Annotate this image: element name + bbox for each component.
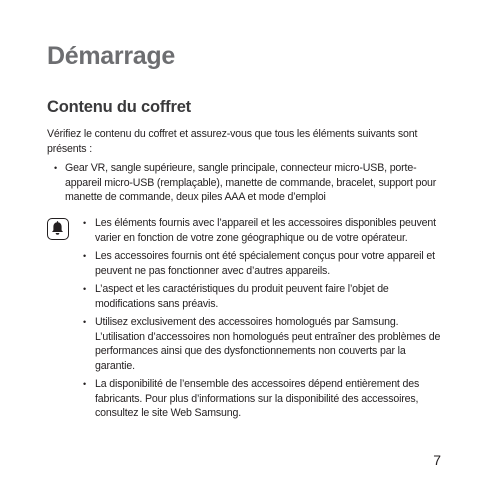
note-item: [80, 315, 448, 373]
page-number: 7: [433, 452, 441, 468]
bullet-icon: •: [83, 218, 87, 228]
note-item: [80, 377, 448, 421]
note-item: [80, 249, 448, 278]
bullet-icon: •: [54, 163, 58, 173]
note-text: L’aspect et les caractéristiques du produit peuvent faire l’objet de modifications sans préavis.: [95, 283, 389, 310]
note-text: Utilisez exclusivement des accessoires homologués par Samsung. L’utilisation d’accessoires non homologués peut entraîner des problèmes de performances ainsi que des dysfonctionnements non couverts par la garantie.: [95, 316, 441, 372]
section-title: Contenu du coffret: [47, 98, 191, 116]
bullet-icon: •: [83, 284, 87, 294]
list-item-text: Gear VR, sangle supérieure, sangle principale, connecteur micro-USB, porte-appareil micro-USB (remplaçable), manette de commande, bracelet, support pour manette de commande, deux piles AAA et mode d’emploi: [65, 162, 437, 203]
chapter-title: Démarrage: [47, 42, 175, 70]
notes-list: [80, 216, 448, 425]
note-text: La disponibilité de l’ensemble des accessoires dépend entièrement des fabricants. Pour plus d’informations sur la disponibilité des accessoires, consultez le site Web Samsung.: [95, 378, 420, 419]
note-item: [80, 282, 448, 311]
bell-icon: [47, 218, 69, 240]
note-item: [80, 216, 448, 245]
bullet-icon: •: [83, 251, 87, 261]
note-text: Les accessoires fournis ont été spécialement conçus pour votre appareil et peuvent ne pas fonctionner avec d’autres appareils.: [95, 250, 435, 277]
section-intro: Vérifiez le contenu du coffret et assurez-vous que tous les éléments suivants sont présents :: [47, 128, 418, 155]
bullet-icon: •: [83, 379, 87, 389]
contents-list: [47, 161, 447, 205]
note-text: Les éléments fournis avec l’appareil et les accessoires disponibles peuvent varier en fonction de votre zone géographique ou de votre opérateur.: [95, 217, 436, 244]
bullet-icon: •: [83, 317, 87, 327]
list-item: [47, 161, 447, 205]
